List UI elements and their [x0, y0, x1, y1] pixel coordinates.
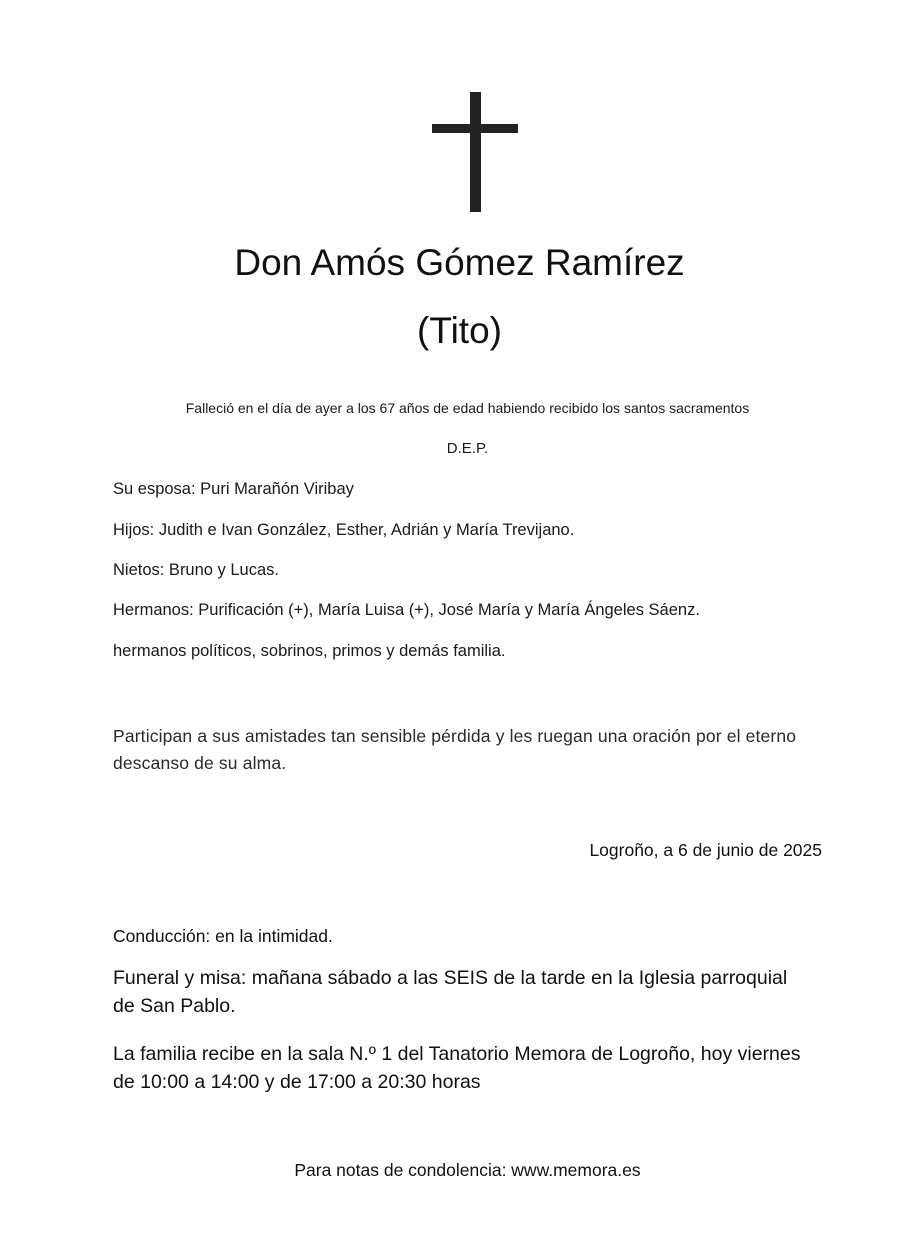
family-receives-text: La familia recibe en la sala N.º 1 del Tanatorio Memora de Logroño, hoy viernes de 10:00 a 14:00 y de 17:00 a 20:30 horas	[113, 1043, 801, 1093]
notice-date: Logroño, a 6 de junio de 2025	[589, 840, 822, 860]
cross-vertical-bar	[470, 92, 481, 212]
dep-text: D.E.P.	[446, 440, 489, 457]
funeral-text: Funeral y misa: mañana sábado a las SEIS de la tarde en la Iglesia parroquial de San Pablo.	[113, 967, 788, 1017]
death-intro-text: Falleció en el día de ayer a los 67 años de edad habiendo recibido los santos sacramentos	[185, 400, 750, 416]
family-line-grandchildren: Nietos: Bruno y Lucas.	[113, 561, 279, 579]
cross-horizontal-bar	[432, 124, 518, 133]
deceased-nickname: (Tito)	[417, 310, 502, 351]
condolence-message: Participan a sus amistades tan sensible pérdida y les ruegan una oración por el eterno descanso de su alma.	[113, 726, 797, 773]
deceased-name: Don Amós Gómez Ramírez	[234, 242, 685, 283]
family-line-extended: hermanos políticos, sobrinos, primos y demás familia.	[113, 642, 506, 660]
family-line-spouse: Su esposa: Puri Marañón Viribay	[113, 480, 354, 498]
family-line-children: Hijos: Judith e Ivan González, Esther, Adrián y María Trevijano.	[113, 521, 575, 539]
family-line-siblings: Hermanos: Purificación (+), María Luisa (+), José María y María Ángeles Sáenz.	[113, 601, 700, 619]
conduccion-text: Conducción: en la intimidad.	[113, 926, 333, 946]
cross-icon	[432, 92, 518, 212]
condolence-notes-footer: Para notas de condolencia: www.memora.es	[294, 1160, 641, 1180]
